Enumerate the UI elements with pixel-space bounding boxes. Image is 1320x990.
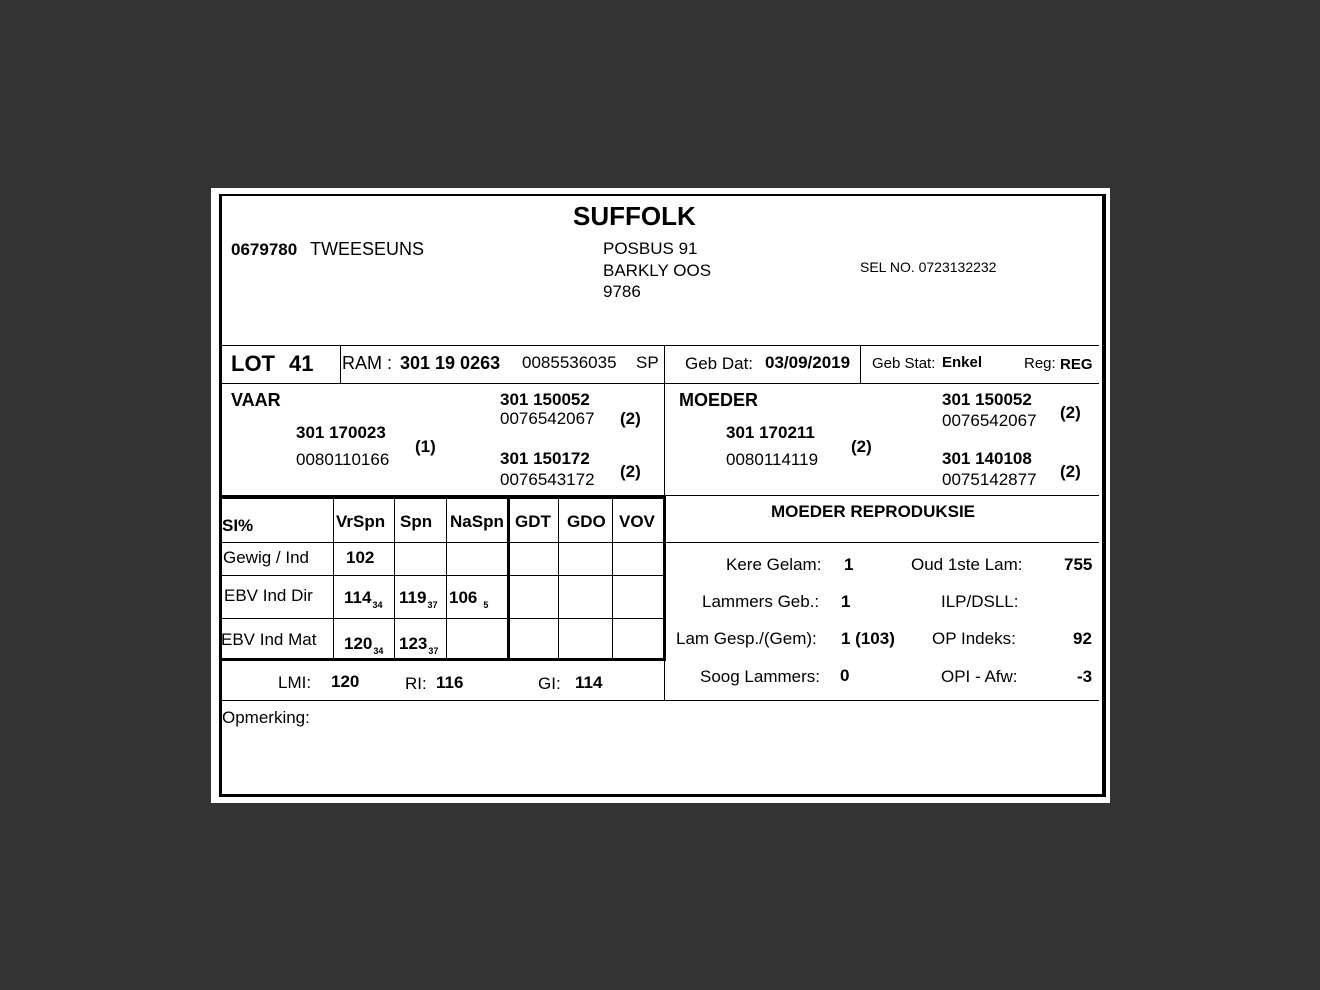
soog-value: 0	[840, 666, 850, 685]
lmi-label: LMI:	[278, 673, 312, 692]
phone-number: SEL NO. 0723132232	[860, 259, 997, 275]
col-header: GDO	[567, 512, 606, 531]
op-label: OP Indeks:	[932, 629, 1016, 648]
remarks-label: Opmerking:	[222, 708, 310, 727]
kere-gelam-value: 1	[844, 555, 854, 574]
dam-sire-count: (2)	[1060, 403, 1081, 422]
divider	[860, 345, 861, 383]
divider	[222, 575, 664, 576]
lot-number: 41	[289, 351, 314, 376]
ram-suffix: SP	[636, 353, 659, 372]
reg-value: REG	[1060, 356, 1093, 373]
reg-label: Reg:	[1024, 355, 1056, 372]
sire-dam-id: 301 150172	[500, 449, 590, 468]
divider-lot-bottom	[222, 383, 1099, 384]
col-header: VrSpn	[336, 512, 386, 531]
sire-sire-reg: 0076542067	[500, 409, 595, 428]
ri-label: RI:	[405, 674, 427, 693]
dam-dam-id: 301 140108	[942, 449, 1032, 468]
row-label: EBV Ind Mat	[221, 630, 317, 649]
divider	[664, 383, 665, 495]
kere-gelam-label: Kere Gelam:	[726, 555, 822, 574]
col-header: NaSpn	[450, 512, 504, 531]
divider	[222, 618, 664, 619]
divider-remarks-top	[222, 700, 1099, 701]
ebv-cell: $120_{34}$	[344, 634, 384, 656]
divider-lot-top	[222, 345, 1099, 346]
divider	[665, 542, 1099, 543]
divider	[664, 496, 665, 700]
sire-dam-reg: 0076543172	[500, 470, 595, 489]
divider	[220, 496, 666, 499]
dam-sire-id: 301 150052	[942, 390, 1032, 409]
divider	[333, 499, 334, 659]
sire-sire-count: (2)	[620, 409, 641, 428]
divider	[446, 499, 447, 659]
dam-repro-title: MOEDER REPRODUKSIE	[771, 502, 976, 521]
dam-dam-reg: 0075142877	[942, 470, 1037, 489]
divider	[340, 345, 341, 383]
lammers-geb-label: Lammers Geb.:	[702, 592, 820, 611]
lmi-value: 120	[331, 672, 360, 691]
ram-reg-no: 0085536035	[522, 353, 617, 372]
lot-label: LOT	[231, 351, 275, 376]
breeder-code: 0679780	[231, 240, 298, 259]
divider	[507, 496, 510, 661]
soog-label: Soog Lammers:	[700, 667, 820, 686]
birth-status: Enkel	[942, 354, 983, 371]
divider	[222, 542, 664, 543]
lam-gesp-label: Lam Gesp./(Gem):	[676, 629, 817, 648]
ebv-cell: $114_{34}$	[344, 588, 383, 610]
lammers-geb-value: 1	[841, 592, 851, 611]
ilp-label: ILP/DSLL:	[941, 592, 1019, 611]
divider	[220, 658, 666, 661]
sire-sire-id: 301 150052	[500, 390, 590, 409]
opi-label: OPI - Afw:	[941, 667, 1018, 686]
sire-id: 301 170023	[296, 423, 386, 442]
row-label: Gewig / Ind	[223, 548, 309, 567]
lam-gesp-value: 1 (103)	[841, 629, 895, 648]
address-line1: POSBUS 91	[603, 239, 698, 258]
birth-status-label: Geb Stat:	[872, 355, 936, 372]
ebv-corner: SI%	[222, 516, 254, 535]
divider	[664, 345, 665, 383]
dam-label: MOEDER	[679, 390, 759, 410]
opi-value: -3	[1077, 667, 1093, 686]
ebv-cell: 106 $_5$	[449, 588, 489, 610]
sire-count: (1)	[415, 437, 436, 456]
ram-label: RAM :	[342, 353, 393, 373]
divider	[612, 499, 613, 659]
row-label: EBV Ind Dir	[224, 586, 313, 605]
sire-dam-count: (2)	[620, 462, 641, 481]
ebv-cell: $123_{37}$	[399, 634, 439, 656]
dam-id: 301 170211	[726, 423, 815, 442]
ram-id: 301 19 0263	[400, 353, 501, 373]
ri-value: 116	[436, 673, 464, 692]
gi-label: GI:	[538, 674, 561, 693]
sire-label: VAAR	[231, 390, 281, 410]
col-header: VOV	[619, 512, 655, 531]
op-value: 92	[1073, 629, 1092, 648]
address-line2: BARKLY OOS	[603, 261, 712, 280]
col-header: GDT	[515, 512, 551, 531]
breeder-name: TWEESEUNS	[310, 239, 425, 259]
ebv-cell: $119_{37}$	[399, 588, 438, 610]
gi-value: 114	[575, 673, 603, 692]
birth-date: 03/09/2019	[765, 353, 851, 372]
col-header: Spn	[400, 512, 433, 531]
divider	[558, 499, 559, 659]
divider	[394, 499, 395, 659]
ebv-cell: 102	[346, 548, 375, 567]
dam-dam-count: (2)	[1060, 462, 1081, 481]
dam-reg: 0080114119	[726, 450, 819, 469]
birth-date-label: Geb Dat:	[685, 354, 754, 373]
dam-sire-reg: 0076542067	[942, 411, 1037, 430]
oud-value: 755	[1064, 555, 1093, 574]
sire-reg: 0080110166	[296, 450, 390, 469]
breed-title: SUFFOLK	[573, 201, 696, 231]
oud-label: Oud 1ste Lam:	[911, 555, 1023, 574]
dam-count: (2)	[851, 437, 872, 456]
address-line3: 9786	[603, 282, 641, 301]
